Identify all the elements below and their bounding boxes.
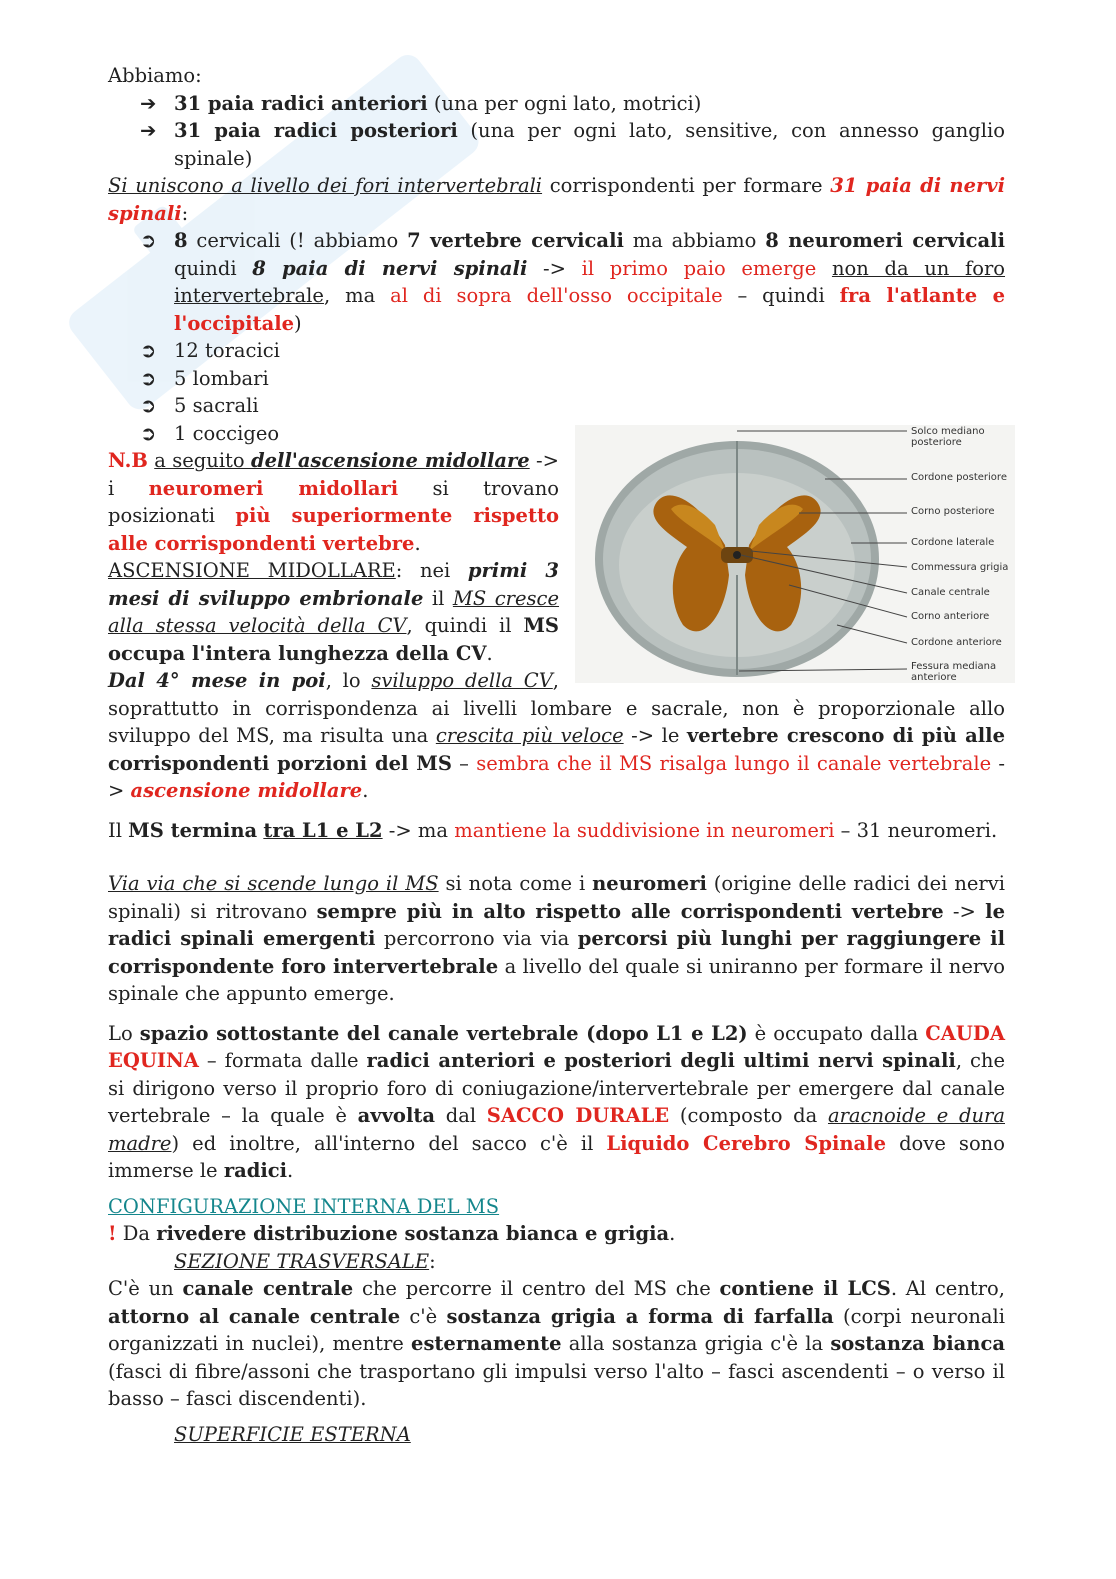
list-item: ➲ 1 coccigeo [108, 420, 1005, 448]
ascension-paragraph: ASCENSIONE MIDOLLARE: nei primi 3 mesi di sviluppo embrionale il MS cresce alla stessa velocità della CV, quindi il MS occupa l'intera lunghezza della CV. [108, 559, 560, 665]
list-item: ➲ 5 sacrali [108, 392, 1005, 420]
section-heading: CONFIGURAZIONE INTERNA DEL MS [108, 1194, 500, 1218]
list-item: ➔ 31 paia radici anteriori (una per ogni lato, motrici) [108, 90, 1005, 118]
intro-text: Abbiamo: [108, 64, 202, 87]
arrow-icon: ➔ [140, 91, 157, 115]
segments-list [108, 227, 1005, 447]
month4-paragraph: Dal 4° mese in poi, lo sviluppo della CV, soprattutto in corrispondenza ai livelli lombare e sacrale, non è proporzionale allo sviluppo del MS, ma risulta una crescita più veloce -> le vertebre crescono di più alle corrispondenti porzioni del MS – sembra che il MS risalga lungo il canale vertebrale -> ascensione midollare. [108, 669, 1005, 802]
document-page [108, 62, 1009, 1448]
nb-paragraph: N.B a seguito dell'ascensione midollare -> i neuromeri midollari si trovano posizionati più superiormente rispetto alle corrispondenti vertebre. [108, 449, 560, 555]
arrow-icon: ➔ [140, 119, 157, 142]
subheading-external: SUPERFICIE ESTERNA [174, 1422, 411, 1446]
join-paragraph: Si uniscono a livello dei fori intervertebrali corrispondenti per formare 31 paia di nervi spinali: [108, 174, 1005, 225]
list-item: ➔ 31 paia radici posteriori (una per ogni lato, sensitive, con annesso ganglio spinale) [140, 119, 1005, 170]
curved-arrow-icon: ➲ [140, 421, 157, 445]
cauda-paragraph: Lo spazio sottostante del canale vertebrale (dopo L1 e L2) è occupato dalla CAUDA EQUINA – formata dalle radici anteriori e posteriori degli ultimi nervi spinali, che si dirigono verso il proprio foro di coniugazione/intervertebrale per emergere dal canale vertebrale – la quale è avvolta dal SACCO DURALE (composto da aracnoide e dura madre) ed inoltre, all'interno del sacco c'è il Liquido Cerebro Spinale dove sono immerse le radici. [108, 1021, 1006, 1182]
curved-arrow-icon: ➲ [140, 366, 157, 390]
curved-arrow-icon: ➲ [140, 339, 157, 362]
terminates-paragraph: Il MS termina tra L1 e L2 -> ma mantiene la suddivisione in neuromeri – 31 neuromeri. [108, 818, 998, 842]
list-item: ➲ 5 lombari [108, 365, 1005, 393]
review-note: ! Da rivedere distribuzione sostanza bianca e grigia. [108, 1222, 676, 1245]
descend-paragraph: Via via che si scende lungo il MS si nota come i neuromeri (origine delle radici dei nervi spinali) si ritrovano sempre più in alto rispetto alle corrispondenti vertebre -> le radici spinali emergenti percorrono via via percorsi più lunghi per raggiungere il corrispondente foro intervertebrale a livello del quale si uniranno per formare il nervo spinale che appunto emerge. [108, 872, 1006, 1005]
spinal-cord-section-figure: Solco mediano posteriore Cordone posteriore Corno posteriore Cordone laterale Commessura grigia Canale centrale Corno anteriore Cordone anteriore Fessura mediana anteriore [575, 425, 1015, 683]
subheading-transverse: SEZIONE TRASVERSALE: [174, 1249, 436, 1273]
roots-list [108, 90, 1005, 173]
curved-arrow-icon: ➲ [140, 394, 157, 417]
exclamation-icon: ! [108, 1222, 117, 1245]
list-item: ➲ 12 toracici [108, 337, 1005, 365]
list-item: ➲ 8 cervicali (! abbiamo 7 vertebre cervicali ma abbiamo 8 neuromeri cervicali quindi 8 paia di nervi spinali -> il primo paio emerge non da un foro intervertebrale, ma al di sopra dell'osso occipitale – quindi fra l'atlante e l'occipitale) [140, 229, 1006, 335]
curved-arrow-icon: ➲ [140, 229, 157, 252]
transverse-paragraph: C'è un canale centrale che percorre il centro del MS che contiene il LCS. Al centro, attorno al canale centrale c'è sostanza grigia a forma di farfalla (corpi neuronali organizzati in nuclei), mentre esternamente alla sostanza grigia c'è la sostanza bianca (fasci di fibre/assoni che trasportano gli impulsi verso l'alto – fasci ascendenti – o verso il basso – fasci discendenti). [108, 1277, 1005, 1410]
